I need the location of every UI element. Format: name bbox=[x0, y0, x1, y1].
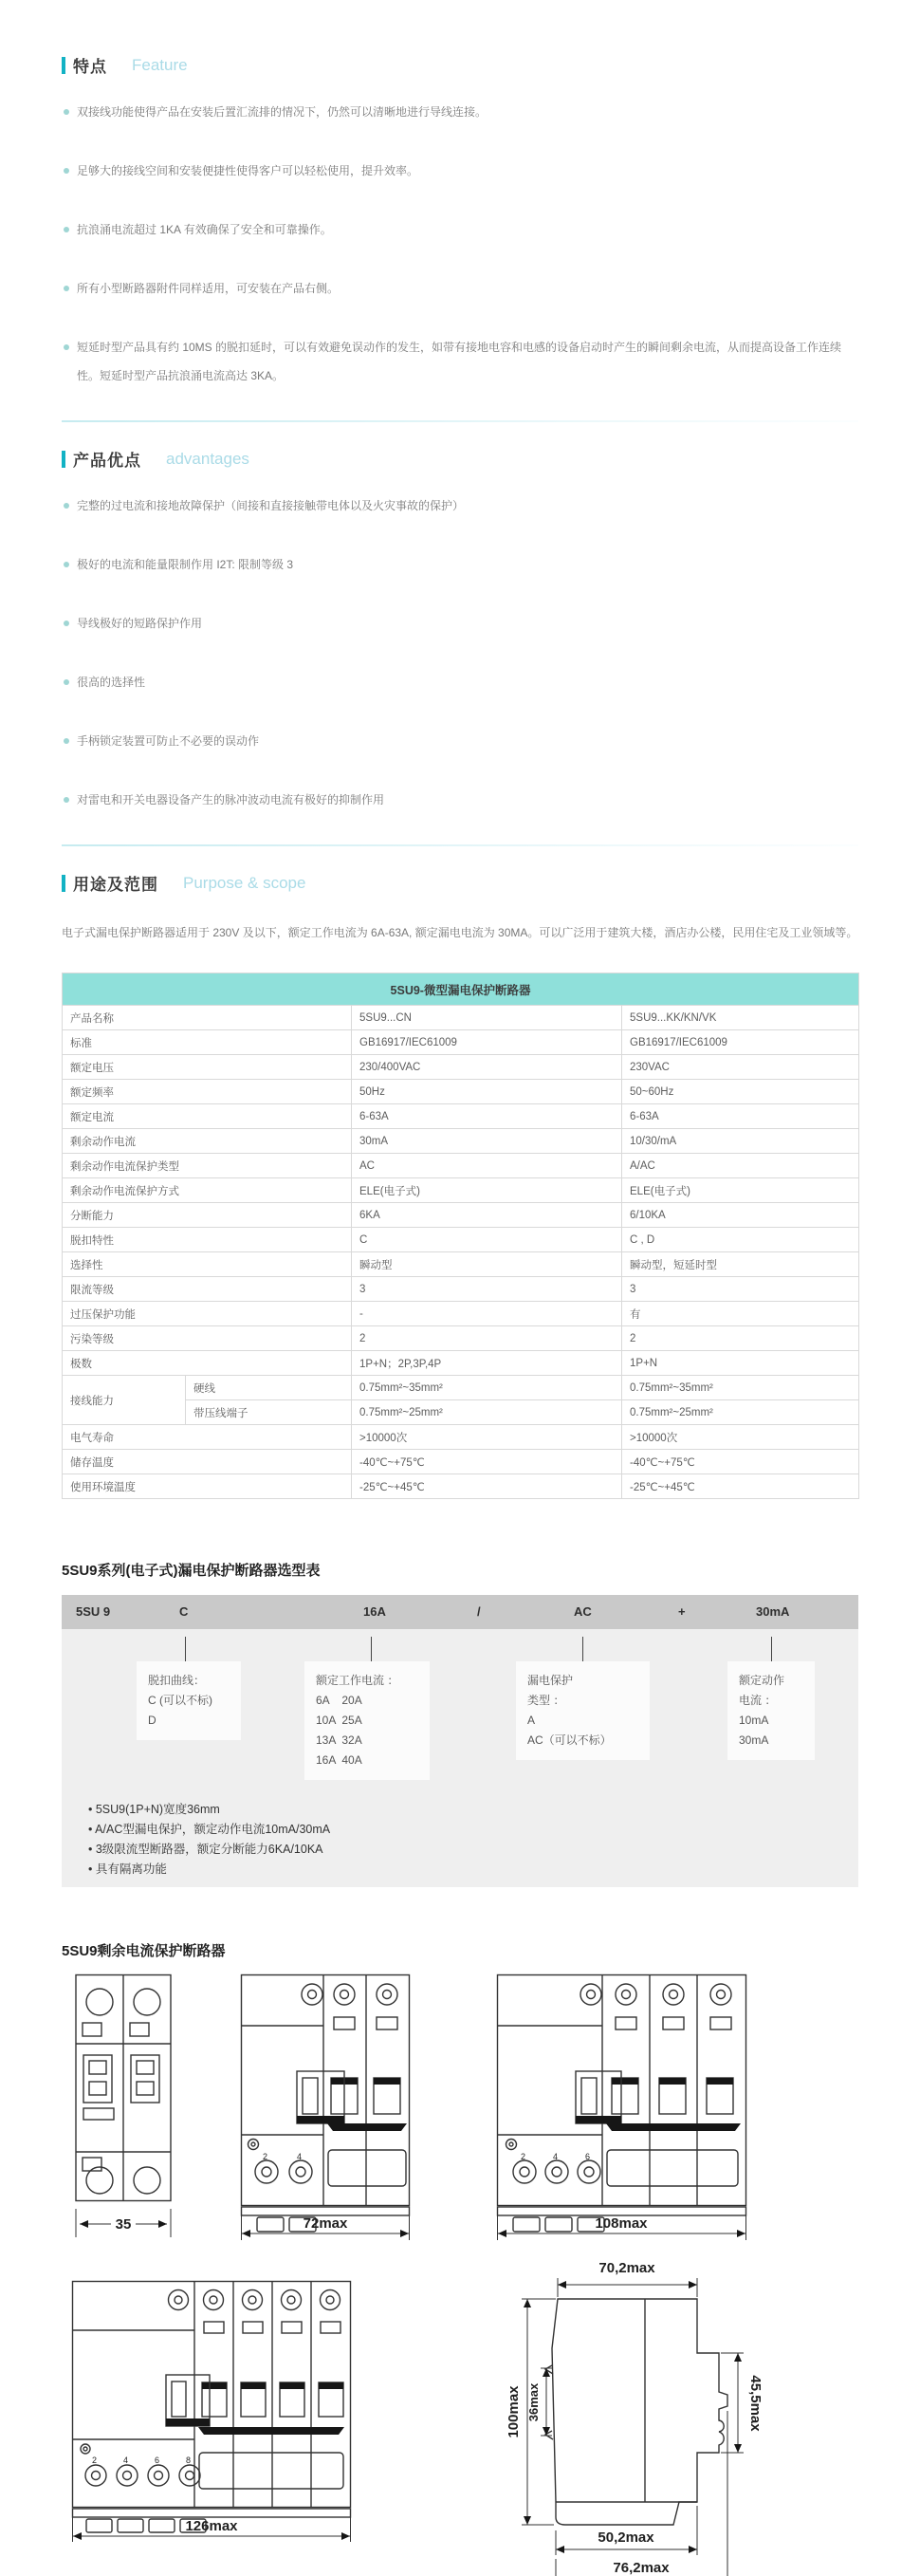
spec-label: 接线能力 bbox=[63, 1376, 186, 1425]
accent-bar bbox=[62, 875, 65, 892]
spec-value-col1: >10000次 bbox=[352, 1425, 622, 1450]
table-row bbox=[63, 1376, 859, 1400]
spec-value-col1: 2 bbox=[352, 1326, 622, 1351]
spec-value-col1: 瞬动型 bbox=[352, 1252, 622, 1277]
spec-label: 电气寿命 bbox=[63, 1425, 352, 1450]
pole-number-label: 4 bbox=[297, 2152, 303, 2161]
dimension-label: 70,2max bbox=[598, 2260, 655, 2276]
bullet-dot-icon bbox=[64, 286, 69, 291]
list-item bbox=[62, 215, 858, 244]
spec-value-col1: -25℃~+45℃ bbox=[352, 1474, 622, 1499]
dimension-label: 100max bbox=[506, 2385, 522, 2438]
table-row bbox=[63, 1326, 859, 1351]
drawing-2pole-front bbox=[71, 1974, 175, 2244]
spec-label: 使用环境温度 bbox=[63, 1474, 352, 1499]
dimension-label: 72max bbox=[303, 2215, 348, 2232]
dimension-label: 45,5max bbox=[747, 2375, 764, 2432]
drawing-rcbo-2pole bbox=[240, 1974, 411, 2244]
option-line: 30mA bbox=[739, 1733, 769, 1747]
code-part-current: 16A bbox=[363, 1604, 386, 1619]
spec-value-col2: 50~60Hz bbox=[622, 1080, 859, 1104]
code-part-type: AC bbox=[574, 1604, 592, 1619]
bullet-dot-icon bbox=[64, 227, 69, 232]
table-row bbox=[63, 1277, 859, 1302]
option-line: 额定动作 bbox=[739, 1674, 785, 1687]
list-item bbox=[62, 333, 858, 390]
spec-value-col1: 6KA bbox=[352, 1203, 622, 1228]
bullet-text: 导线极好的短路保护作用 bbox=[77, 617, 203, 630]
table-row bbox=[63, 1104, 859, 1129]
spec-value-col1: 6-63A bbox=[352, 1104, 622, 1129]
advantages-title-en: advantages bbox=[166, 449, 249, 468]
option-line: 电流 ： bbox=[739, 1694, 777, 1707]
dimension-label: 108max bbox=[595, 2215, 648, 2232]
spec-value-col2: 0.75mm²~35mm² bbox=[622, 1376, 859, 1400]
bullet-text: 短延时型产品具有约 10MS 的脱扣延时，可以有效避免误动作的发生，如带有接地电容和电感的设备启动时产生的瞬间剩余电流，从而提高设备工作连续性。短延时型产品抗浪涌电流高达 3KA。 bbox=[77, 341, 842, 382]
list-item bbox=[62, 157, 858, 185]
spec-value-col2: 3 bbox=[622, 1277, 859, 1302]
spec-value-col2: ELE(电子式) bbox=[622, 1178, 859, 1203]
spec-label: 分断能力 bbox=[63, 1203, 352, 1228]
spec-value-col1: 3 bbox=[352, 1277, 622, 1302]
bullet-dot-icon bbox=[64, 503, 69, 509]
drawing-rcbo-3pole bbox=[496, 1974, 747, 2244]
spec-value-col2: 6-63A bbox=[622, 1104, 859, 1129]
list-item: • 3级限流型断路器，额定分断能力6KA/10KA bbox=[88, 1840, 330, 1860]
spec-label: 剩余动作电流保护方式 bbox=[63, 1178, 352, 1203]
table-row bbox=[63, 1178, 859, 1203]
spec-label: 标准 bbox=[63, 1030, 352, 1055]
list-item bbox=[62, 609, 858, 638]
spec-value-col1: - bbox=[352, 1302, 622, 1326]
spec-value-col2: 有 bbox=[622, 1302, 859, 1326]
bullet-text: 极好的电流和能量限制作用 I2T: 限制等级 3 bbox=[77, 558, 294, 571]
list-item: • 5SU9(1P+N)宽度36mm bbox=[88, 1800, 330, 1820]
spec-value-col2: 230VAC bbox=[622, 1055, 859, 1080]
spec-label: 过压保护功能 bbox=[63, 1302, 352, 1326]
spec-table-title: 5SU9-微型漏电保护断路器 bbox=[63, 973, 859, 1006]
pole-number-label: 4 bbox=[553, 2152, 559, 2161]
list-item bbox=[62, 491, 858, 520]
spec-value-col1: 0.75mm²~35mm² bbox=[352, 1376, 622, 1400]
spec-value-col2: 6/10KA bbox=[622, 1203, 859, 1228]
table-row bbox=[63, 1425, 859, 1450]
spec-label: 剩余动作电流保护类型 bbox=[63, 1154, 352, 1178]
spec-value-col1: C bbox=[352, 1228, 622, 1252]
accent-bar bbox=[62, 451, 65, 468]
feature-bullet-list bbox=[62, 98, 858, 390]
advantages-section-heading bbox=[62, 447, 858, 471]
table-row bbox=[63, 1450, 859, 1474]
code-part-series: 5SU 9 bbox=[76, 1604, 111, 1619]
table-row bbox=[63, 1228, 859, 1252]
section-divider bbox=[62, 844, 858, 846]
spec-value-col1: GB16917/IEC61009 bbox=[352, 1030, 622, 1055]
spec-value-col1: 1P+N；2P,3P,4P bbox=[352, 1351, 622, 1376]
spec-value-col2: -25℃~+45℃ bbox=[622, 1474, 859, 1499]
pole-number-label: 8 bbox=[186, 2456, 192, 2465]
pole-number-label: 2 bbox=[521, 2152, 526, 2161]
spec-table-body-top bbox=[63, 1006, 859, 1376]
table-row bbox=[63, 1006, 859, 1030]
spec-label: 极数 bbox=[63, 1351, 352, 1376]
feature-title-zh: 特点 bbox=[73, 58, 107, 76]
dimension-label: 76,2max bbox=[613, 2560, 670, 2576]
accent-bar bbox=[62, 57, 65, 74]
bullet-text: 抗浪涌电流超过 1KA 有效确保了安全和可靠操作。 bbox=[77, 223, 332, 236]
table-row bbox=[63, 1203, 859, 1228]
advantages-bullet-list bbox=[62, 491, 858, 814]
list-item: • A/AC型漏电保护，额定动作电流10mA/30mA bbox=[88, 1820, 330, 1840]
drawing-rcbo-4pole bbox=[71, 2280, 352, 2546]
section-divider bbox=[62, 420, 858, 422]
drawing-side-profile bbox=[493, 2253, 768, 2576]
spec-value-col2: 5SU9...KK/KN/VK bbox=[622, 1006, 859, 1030]
bullet-dot-icon bbox=[64, 621, 69, 626]
purpose-title-zh: 用途及范围 bbox=[73, 876, 158, 894]
bullet-dot-icon bbox=[64, 344, 69, 350]
list-item bbox=[62, 98, 858, 126]
bullet-text: 所有小型断路器附件同样适用，可安装在产品右侧。 bbox=[77, 282, 340, 295]
selector-option-box-current bbox=[304, 1661, 430, 1780]
spec-value-col1: 50Hz bbox=[352, 1080, 622, 1104]
bullet-dot-icon bbox=[64, 738, 69, 744]
selector-code-bar bbox=[62, 1595, 858, 1629]
spec-value-col2: 瞬动型，短延时型 bbox=[622, 1252, 859, 1277]
selector-title: 5SU9系列(电子式)漏电保护断路器选型表 bbox=[62, 1563, 321, 1579]
spec-table-header-row bbox=[63, 973, 859, 1006]
spec-value-col2: A/AC bbox=[622, 1154, 859, 1178]
option-line: 13A 32A bbox=[316, 1733, 362, 1747]
bullet-dot-icon bbox=[64, 797, 69, 803]
spec-label: 限流等级 bbox=[63, 1277, 352, 1302]
list-item bbox=[62, 786, 858, 814]
bullet-dot-icon bbox=[64, 109, 69, 115]
spec-table-wiring bbox=[63, 1376, 859, 1425]
pole-number-label: 6 bbox=[155, 2456, 160, 2465]
feature-title-en: Feature bbox=[132, 55, 188, 74]
bullet-text: 手柄锁定装置可防止不必要的误动作 bbox=[77, 734, 260, 748]
spec-value-col2: -40℃~+75℃ bbox=[622, 1450, 859, 1474]
selector-diagram bbox=[62, 1595, 858, 1887]
option-line: 漏电保护 bbox=[527, 1674, 574, 1687]
list-item bbox=[62, 550, 858, 579]
code-part-curve: C bbox=[179, 1604, 189, 1619]
spec-sublabel: 硬线 bbox=[186, 1376, 352, 1400]
bullet-text: 双接线功能使得产品在安装后置汇流排的情况下，仍然可以清晰地进行导线连接。 bbox=[77, 105, 488, 119]
spec-label: 储存温度 bbox=[63, 1450, 352, 1474]
spec-value-col1: ELE(电子式) bbox=[352, 1178, 622, 1203]
pole-number-label: 2 bbox=[92, 2456, 98, 2465]
option-line: C (可以不标) bbox=[148, 1694, 212, 1707]
bullet-text: 足够大的接线空间和安装便捷性使得客户可以轻松使用，提升效率。 bbox=[77, 164, 419, 177]
option-line: 脱扣曲线： bbox=[148, 1674, 206, 1687]
drawings-row-2 bbox=[62, 2253, 858, 2576]
spec-value-col2: C , D bbox=[622, 1228, 859, 1252]
spec-label: 脱扣特性 bbox=[63, 1228, 352, 1252]
pole-number-label: 4 bbox=[123, 2456, 129, 2465]
spec-label: 污染等级 bbox=[63, 1326, 352, 1351]
purpose-section-heading bbox=[62, 871, 858, 895]
bullet-text: 完整的过电流和接地故障保护（间接和直接接触带电体以及火灾事故的保护） bbox=[77, 499, 465, 512]
code-part-plus: + bbox=[678, 1604, 686, 1619]
option-line: 额定工作电流 ： bbox=[316, 1674, 399, 1687]
selector-option-box-ma bbox=[727, 1661, 815, 1760]
spec-value-col1: -40℃~+75℃ bbox=[352, 1450, 622, 1474]
option-line: AC（可以不标） bbox=[527, 1733, 612, 1747]
spec-value-col1: 230/400VAC bbox=[352, 1055, 622, 1080]
spec-value-col2: 0.75mm²~25mm² bbox=[622, 1400, 859, 1425]
option-line: 10A 25A bbox=[316, 1714, 362, 1727]
spec-value-col2: 10/30/mA bbox=[622, 1129, 859, 1154]
spec-value-col2: 1P+N bbox=[622, 1351, 859, 1376]
code-part-ma: 30mA bbox=[756, 1604, 790, 1619]
bullet-text: 很高的选择性 bbox=[77, 676, 146, 689]
list-item bbox=[62, 727, 858, 755]
dimension-label: 126max bbox=[185, 2518, 238, 2534]
option-line: 6A 20A bbox=[316, 1694, 362, 1707]
table-row bbox=[63, 1030, 859, 1055]
code-part-slash: / bbox=[477, 1604, 481, 1619]
spec-value-col1: 5SU9...CN bbox=[352, 1006, 622, 1030]
bullet-dot-icon bbox=[64, 562, 69, 567]
pole-number-label: 6 bbox=[585, 2152, 591, 2161]
spec-label: 额定电压 bbox=[63, 1055, 352, 1080]
selector-notes-list bbox=[88, 1800, 330, 1880]
purpose-text: 电子式漏电保护断路器适用于 230V 及以下，额定工作电流为 6A-63A, 额定漏电电流为 30MA。可以广泛用于建筑大楼，酒店办公楼，民用住宅及工业领域等。 bbox=[62, 926, 858, 939]
spec-label: 产品名称 bbox=[63, 1006, 352, 1030]
drawings-row-1 bbox=[62, 1974, 858, 2244]
advantages-title-zh: 产品优点 bbox=[73, 452, 141, 470]
bullet-dot-icon bbox=[64, 679, 69, 685]
option-line: A bbox=[527, 1714, 536, 1727]
option-line: 16A 40A bbox=[316, 1753, 362, 1767]
spec-label: 额定频率 bbox=[63, 1080, 352, 1104]
list-item: • 具有隔离功能 bbox=[88, 1860, 330, 1880]
list-item bbox=[62, 668, 858, 696]
table-row bbox=[63, 1055, 859, 1080]
option-line: D bbox=[148, 1714, 156, 1727]
spec-value-col2: 2 bbox=[622, 1326, 859, 1351]
selector-option-box-type bbox=[516, 1661, 650, 1760]
spec-table-body-bottom bbox=[63, 1425, 859, 1499]
table-row bbox=[63, 1080, 859, 1104]
pole-number-label: 2 bbox=[263, 2152, 268, 2161]
purpose-title-en: Purpose & scope bbox=[183, 873, 306, 892]
spec-label: 剩余动作电流 bbox=[63, 1129, 352, 1154]
feature-section-heading bbox=[62, 53, 858, 77]
drawings-title: 5SU9剩余电流保护断路器 bbox=[62, 1943, 226, 1959]
selector-option-box-curve bbox=[137, 1661, 241, 1740]
list-item bbox=[62, 274, 858, 303]
spec-value-col1: AC bbox=[352, 1154, 622, 1178]
spec-sublabel: 带压线端子 bbox=[186, 1400, 352, 1425]
spec-table bbox=[62, 973, 859, 1499]
spec-value-col1: 0.75mm²~25mm² bbox=[352, 1400, 622, 1425]
table-row bbox=[63, 1129, 859, 1154]
spec-label: 选择性 bbox=[63, 1252, 352, 1277]
table-row bbox=[63, 1351, 859, 1376]
option-line: 类型 ： bbox=[527, 1694, 565, 1707]
bullet-dot-icon bbox=[64, 168, 69, 174]
option-line: 10mA bbox=[739, 1714, 769, 1727]
spec-value-col2: GB16917/IEC61009 bbox=[622, 1030, 859, 1055]
spec-value-col1: 30mA bbox=[352, 1129, 622, 1154]
spec-value-col2: >10000次 bbox=[622, 1425, 859, 1450]
spec-label: 额定电流 bbox=[63, 1104, 352, 1129]
dimension-label: 36max bbox=[526, 2382, 541, 2422]
table-row bbox=[63, 1252, 859, 1277]
dimension-label: 35 bbox=[115, 2216, 132, 2233]
bullet-text: 对雷电和开关电器设备产生的脉冲波动电流有极好的抑制作用 bbox=[77, 793, 385, 806]
table-row bbox=[63, 1154, 859, 1178]
table-row bbox=[63, 1474, 859, 1499]
table-row bbox=[63, 1302, 859, 1326]
dimension-label: 50,2max bbox=[598, 2530, 654, 2546]
